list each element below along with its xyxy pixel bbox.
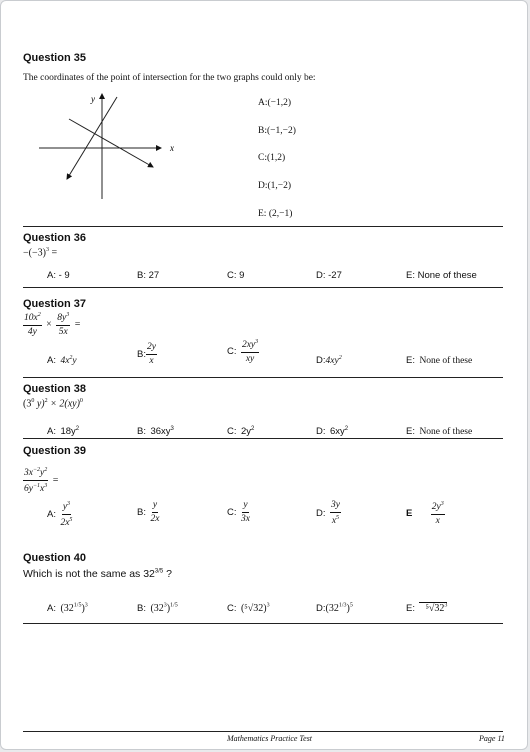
q40-option-b[interactable]: B: $(32^3)^{1/5}$ [137, 602, 178, 614]
divider-q40 [23, 623, 503, 624]
question-38-expression: ($3^0$ y)$^2$ × 2(xy)$^0$ [23, 398, 83, 410]
q35-option-c[interactable]: C:(1,2) [258, 153, 286, 163]
q37-fraction-1: $\frac{10x^2}{4y}$ [24, 312, 41, 337]
question-38-heading: Question 38 [23, 383, 86, 395]
question-37-heading: Question 37 [23, 298, 86, 310]
q40-option-d[interactable]: $D:(32^{1/3})^5$ [316, 602, 353, 614]
question-37-expression: $\frac{10x^2}{4y}$ × $\frac{8y^3}{5x}$ = [24, 312, 81, 337]
q38-option-a[interactable]: A: $18y^2$ [47, 425, 80, 437]
q35-option-b[interactable]: B:(−1,−2) [258, 126, 296, 136]
q39-option-b[interactable]: B: $\frac{y}{2x}$ [137, 500, 160, 524]
footer-page-number: Page 11 [479, 734, 505, 743]
question-35-heading: Question 35 [23, 52, 86, 64]
q40-option-a[interactable]: A: $(32^{1/5})^3$ [47, 602, 88, 614]
x-axis-label: x [170, 143, 174, 153]
q40-option-c[interactable]: C: $(^5√32)^3$ [227, 602, 270, 614]
question-36-expression: $-(-3)^3$ = [23, 247, 58, 259]
question-39-heading: Question 39 [23, 445, 86, 457]
q40-option-e[interactable]: E: $^5√32^3$ [406, 602, 448, 614]
q39-option-d[interactable]: D: $\frac{3y}{x^5}$ [316, 500, 340, 526]
q35-option-a[interactable]: A:(−1,2) [258, 98, 292, 108]
q37-option-c[interactable]: C: $\frac{2xy^3}{xy}$ [227, 339, 259, 364]
q36-option-b[interactable]: B: 27 [137, 270, 160, 281]
q37-fraction-2: $\frac{8y^3}{5x}$ [57, 312, 70, 337]
divider-q36 [23, 287, 503, 288]
q37-option-d[interactable]: $D:4xy^2$ [316, 354, 342, 366]
q36-option-d[interactable]: D: -27 [316, 270, 342, 281]
q39-option-e[interactable]: E $\frac{2y^3}{x}$ [406, 501, 444, 526]
q36-option-c[interactable]: C: 9 [227, 270, 245, 281]
q39-option-c[interactable]: C: $\frac{y}{3x}$ [227, 500, 250, 524]
y-axis-label: y [91, 94, 95, 104]
q38-option-d[interactable]: D: $6xy^2$ [316, 425, 349, 437]
divider-q38 [23, 438, 503, 439]
q38-option-e[interactable]: E: None of these [406, 426, 473, 437]
q37-option-b[interactable]: B: $\frac{2y}{x}$ [137, 342, 156, 366]
question-39-expression: $\frac{3x^{-2}y^2}{6y^{-1}x^3}$ = [24, 467, 59, 494]
question-40-heading: Question 40 [23, 552, 86, 564]
q37-option-a[interactable]: A: $4x^2y$ [47, 354, 77, 366]
footer-title: Mathematics Practice Test [227, 734, 313, 743]
q36-option-e[interactable]: E: None of these [406, 270, 477, 281]
question-40-prompt: Which is not the same as $32^{3/5}$ ? [23, 568, 173, 580]
divider-q37 [23, 377, 503, 378]
intersection-graph [31, 89, 191, 201]
divider-q35 [23, 226, 503, 227]
question-36-heading: Question 36 [23, 232, 86, 244]
footer-rule [23, 731, 503, 732]
q35-option-d[interactable]: D:(1,−2) [258, 181, 292, 191]
question-35-prompt: The coordinates of the point of intersection for the two graphs could only be: [23, 73, 316, 83]
line-graph-1 [67, 97, 117, 179]
q37-option-e[interactable]: E: None of these [406, 355, 473, 366]
q35-option-e[interactable]: E: (2,−1) [258, 209, 293, 219]
q38-option-c[interactable]: C: $2y^2$ [227, 425, 255, 437]
q38-option-b[interactable]: B: $36xy^3$ [137, 425, 174, 437]
q39-option-a[interactable]: A: $\frac{y^3}{2x^5}$ [47, 501, 73, 528]
line-graph-2 [69, 119, 153, 167]
q36-option-a[interactable]: A: - 9 [47, 270, 70, 281]
